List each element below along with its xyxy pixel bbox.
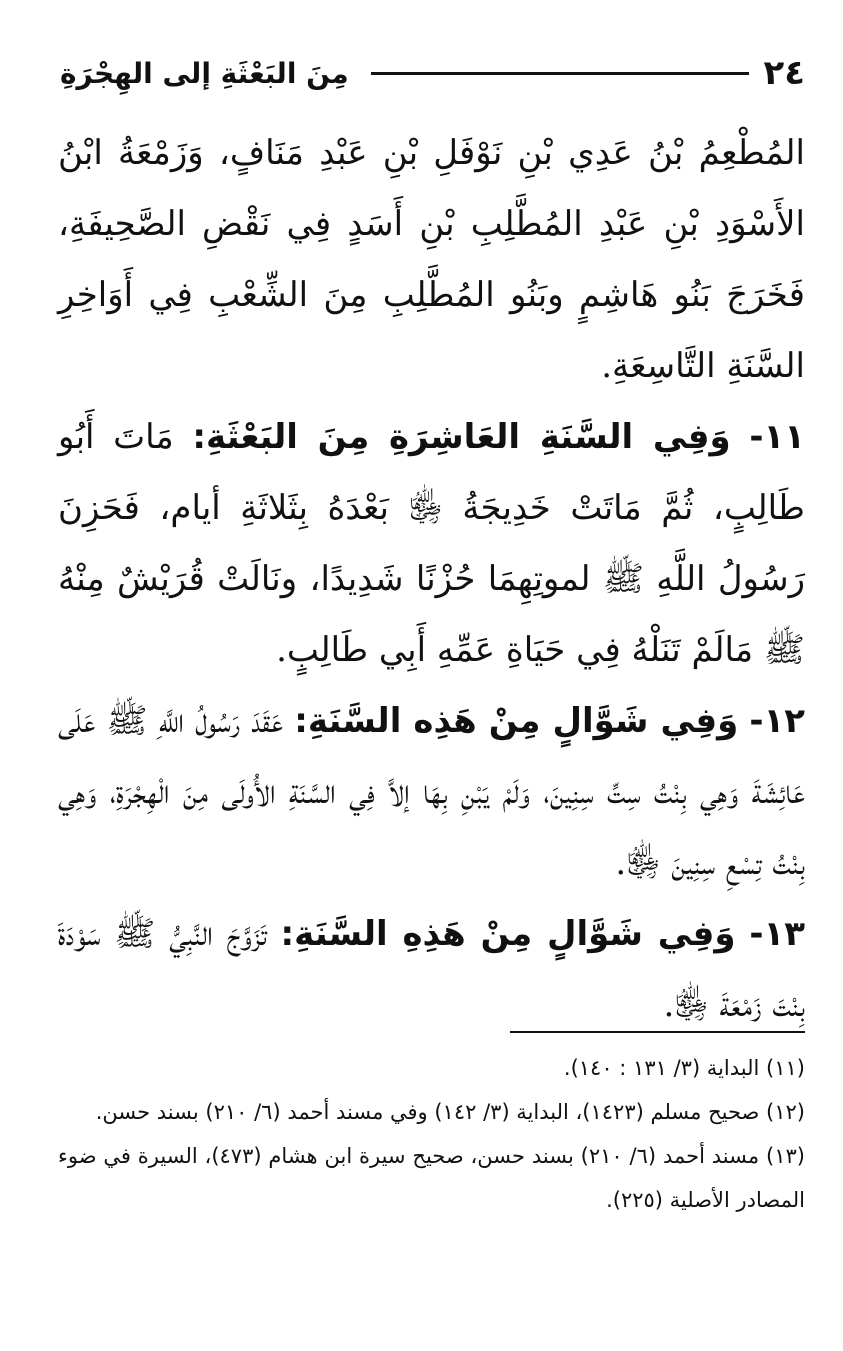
footnote-text: مسند أحمد (٦/ ٢١٠) بسند حسن، صحيح سيرة ابن هشام (٤٧٣)، السيرة في ضوء المصادر الأصلية (٢٢٥).: [58, 1144, 805, 1212]
continuation-paragraph: المُطْعِمُ بْنُ عَدِي بْنِ نَوْفَلِ بْنِ عَبْدِ مَنَافٍ، وَزَمْعَةُ ابْنُ الأَسْوَدِ بْنِ عَبْدِ المُطَّلِبِ بْنِ أَسَدٍ فِي نَقْضِ الصَّحِيفَةِ، فَخَرَجَ بَنُو هَاشِمٍ وبَنُو المُطَّلِبِ مِنَ الشِّعْبِ فِي أَوَاخِرِ السَّنَةِ التَّاسِعَةِ.: [58, 133, 805, 386]
footnote-rule: [510, 1031, 805, 1033]
event-item: [58, 899, 805, 1041]
item-number: ١٢-: [749, 701, 805, 741]
item-lead: وَفِي السَّنَةِ العَاشِرَةِ مِنَ البَعْثَةِ:: [192, 417, 731, 457]
running-title: مِنَ البَعْثَةِ إلى الهِجْرَةِ: [60, 56, 349, 90]
footnotes: [58, 1046, 805, 1222]
page-header: [60, 48, 805, 98]
item-text: مَاتَ أَبُو طَالِبٍ، ثُمَّ مَاتَتْ خَدِيجَةُ ﵂ بَعْدَهُ بِثَلاثَةِ أيام، فَحَزِنَ رَسُولُ اللَّهِ ﷺ لموتِهِمَا حُزْنًا شَدِيدًا، ونَالَتْ قُرَيْشٌ مِنْهُ ﷺ مَالَمْ تَنَلْهُ فِي حَيَاةِ عَمِّهِ أَبِي طَالِبٍ.: [58, 417, 805, 670]
footnote-text: البداية (٣/ ١٣١ : ١٤٠).: [563, 1056, 760, 1080]
item-number: ١٣-: [749, 914, 805, 954]
event-item: [58, 686, 805, 899]
footnote-ref: (١٣): [766, 1144, 805, 1168]
body-text: [58, 118, 805, 1041]
item-text: عَقَدَ رَسُولُ اللَّهِ ﷺ عَلَى عَائِشَةَ وَهِي بِنْتُ سِتِّ سِنِينَ، وَلَمْ يَبْنِ بِهَا إلاَّ فِي السَّنَةِ الأُولَى مِنَ الْهِجْرَةِ، وَهِي بِنْتُ تِسْعِ سِنِينَ ﵂.: [58, 701, 805, 883]
item-lead: وَفِي شَوَّالٍ مِنْ هَذِهِ السَّنَةِ:: [280, 914, 736, 954]
item-lead: وَفِي شَوَّالٍ مِنْ هَذِه السَّنَةِ:: [294, 701, 739, 741]
footnote-ref: (١١): [766, 1056, 805, 1080]
footnote: [58, 1090, 805, 1134]
footnote-ref: (١٢): [766, 1100, 805, 1124]
header-rule: [371, 72, 750, 75]
event-item: [58, 402, 805, 686]
item-number: ١١-: [749, 417, 805, 457]
footnote: [58, 1046, 805, 1090]
footnote: [58, 1134, 805, 1222]
footnote-text: صحيح مسلم (١٤٢٣)، البداية (٣/ ١٤٢) وفي مسند أحمد (٦/ ٢١٠) بسند حسن.: [95, 1100, 760, 1124]
page-number: ٢٤: [763, 53, 805, 93]
item-text: تَزَوَّجَ النَّبِيُّ ﷺ سَوْدَةَ بِنْتَ زَمْعَةَ ﵂.: [58, 914, 805, 1025]
